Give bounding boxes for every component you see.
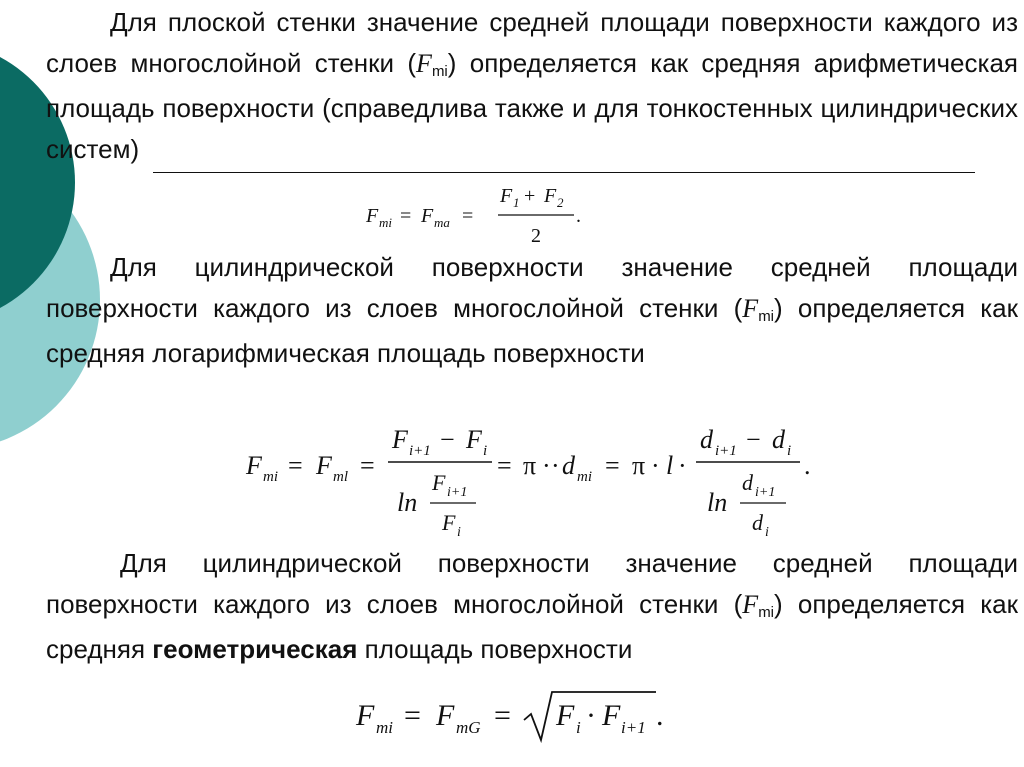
f1-num-f1: F: [500, 185, 513, 207]
paragraph-log-mean-text: Для цилиндрической поверхности значение средней площади поверхности каждого из слоев многослойной стенки: [46, 252, 1018, 323]
paragraph-geometric-mean-mid: определяется как средняя: [46, 589, 1019, 664]
f2-frac2-den-num: d: [742, 470, 753, 495]
paragraph-flat-wall-text: Для плоской стенки значение средней площади поверхности каждого из слоев многослойной стенки: [46, 7, 1018, 78]
f2-lhs: F: [246, 451, 262, 480]
f1-lhs: F: [366, 205, 379, 227]
f1-mid: F: [421, 205, 434, 227]
f3-eq1: =: [404, 699, 421, 732]
paragraph-geometric-mean: Для цилиндрической поверхности значение средней площади поверхности каждого из слоев многослойной стенки (Fmi) определяется как средняя геометрическая площадь поверхности: [46, 548, 1019, 664]
paragraph-flat-wall: Для плоской стенки значение средней площади поверхности каждого из слоев многослойной стенки (Fmi) определяется как средняя арифметическая площадь поверхности (справедлива также и для тонкостенных цилиндрических систем): [46, 7, 1018, 164]
f3-r2: F: [602, 699, 621, 732]
f2-frac1-den-num-sub: i+1: [447, 485, 468, 500]
f2-d: d: [562, 451, 575, 480]
f2-frac2-num-d: d: [700, 425, 713, 454]
f2-frac2-den-num-sub: i+1: [755, 485, 776, 500]
f1-lhs-sub: mi: [379, 215, 392, 230]
f3-dot: ·: [586, 699, 596, 732]
f3-r1-sub: i: [576, 718, 581, 737]
f2-eq2: =: [360, 451, 375, 480]
f3-mid: F: [436, 699, 455, 732]
f2-pi1: π: [523, 451, 537, 480]
symbol-fm-sub: mi: [758, 308, 775, 325]
f2-frac2-den-den-sub: i: [765, 525, 769, 540]
underline-rule: [153, 172, 975, 173]
f2-dot2: ·: [551, 451, 560, 480]
f2-frac1-num-f: F: [392, 425, 408, 454]
f2-frac2-ln: ln: [707, 488, 728, 517]
f2-pi2: π: [632, 451, 646, 480]
f2-eq1: =: [288, 451, 303, 480]
f3-r2-sub: i+1: [621, 718, 646, 737]
f1-mid-sub: ma: [434, 215, 450, 230]
f2-frac1-minus: −: [440, 425, 455, 454]
symbol-fm: F: [742, 294, 759, 323]
f2-frac2-num-d2: d: [772, 425, 785, 454]
f2-dot4: ·: [678, 451, 687, 480]
f2-mid: F: [316, 451, 332, 480]
f3-eq2: =: [494, 699, 511, 732]
f1-num-f2: F: [544, 185, 557, 207]
paragraph-log-mean-tail: определяется как средняя логарифмическая площадь поверхности: [46, 293, 1019, 368]
f2-frac1-num-f2: F: [466, 425, 482, 454]
f2-l: l: [666, 451, 674, 480]
paragraph-geometric-mean-bold: геометрическая: [152, 634, 358, 664]
f1-plus: +: [524, 185, 536, 207]
paragraph-log-mean: Для цилиндрической поверхности значение средней площади поверхности каждого из слоев многослойной стенки (Fmi) определяется как средняя логарифмическая площадь поверхности: [46, 252, 1019, 368]
f3-end: .: [656, 699, 664, 732]
f1-num-sub2: 2: [557, 195, 564, 210]
f2-frac1-den-den: F: [442, 510, 456, 535]
f2-mid-sub: ml: [333, 469, 348, 485]
f2-frac1-num-sub2: i: [483, 443, 488, 459]
symbol-fm-sub: mi: [758, 604, 775, 621]
f2-frac2-minus: −: [746, 425, 761, 454]
f3-mid-sub: mG: [456, 718, 481, 737]
f2-frac2-den-den: d: [752, 510, 763, 535]
paragraph-flat-wall-tail: определяется как средняя арифметическая площадь поверхности (справедлива также и для тонкостенных цилиндрических систем): [46, 48, 1018, 164]
paragraph-geometric-mean-text: Для цилиндрической поверхности значение средней площади поверхности каждого из слоев многослойной стенки: [46, 548, 1018, 619]
f2-dot1: ·: [542, 451, 551, 480]
f2-frac1-ln: ln: [397, 488, 418, 517]
f3-r1: F: [556, 699, 575, 732]
paragraph-geometric-mean-tail: площадь поверхности: [364, 634, 633, 664]
f2-frac2-num-sub1: i+1: [715, 443, 737, 459]
symbol-fm: F: [742, 590, 759, 619]
symbol-fm-sub: mi: [431, 63, 448, 80]
f1-end: .: [576, 205, 581, 227]
f2-frac1-den-den-sub: i: [457, 525, 461, 540]
f2-eq3: =: [497, 451, 512, 480]
f2-dot3: ·: [651, 451, 660, 480]
f3-sqrt-sign: [524, 692, 656, 740]
f1-den: 2: [531, 225, 541, 247]
f2-end: .: [804, 451, 811, 480]
f2-frac2-num-sub2: i: [787, 443, 792, 459]
f2-d-sub: mi: [577, 469, 592, 485]
f1-eq2: =: [462, 205, 474, 227]
f1-num-sub1: 1: [513, 195, 520, 210]
f2-eq4: =: [605, 451, 620, 480]
f3-lhs: F: [356, 699, 375, 732]
f3-lhs-sub: mi: [376, 718, 393, 737]
f2-lhs-sub: mi: [263, 469, 278, 485]
f1-eq1: =: [400, 205, 412, 227]
f2-frac1-den-num: F: [432, 470, 446, 495]
f2-frac1-num-sub1: i+1: [409, 443, 431, 459]
symbol-fm: F: [416, 49, 432, 78]
